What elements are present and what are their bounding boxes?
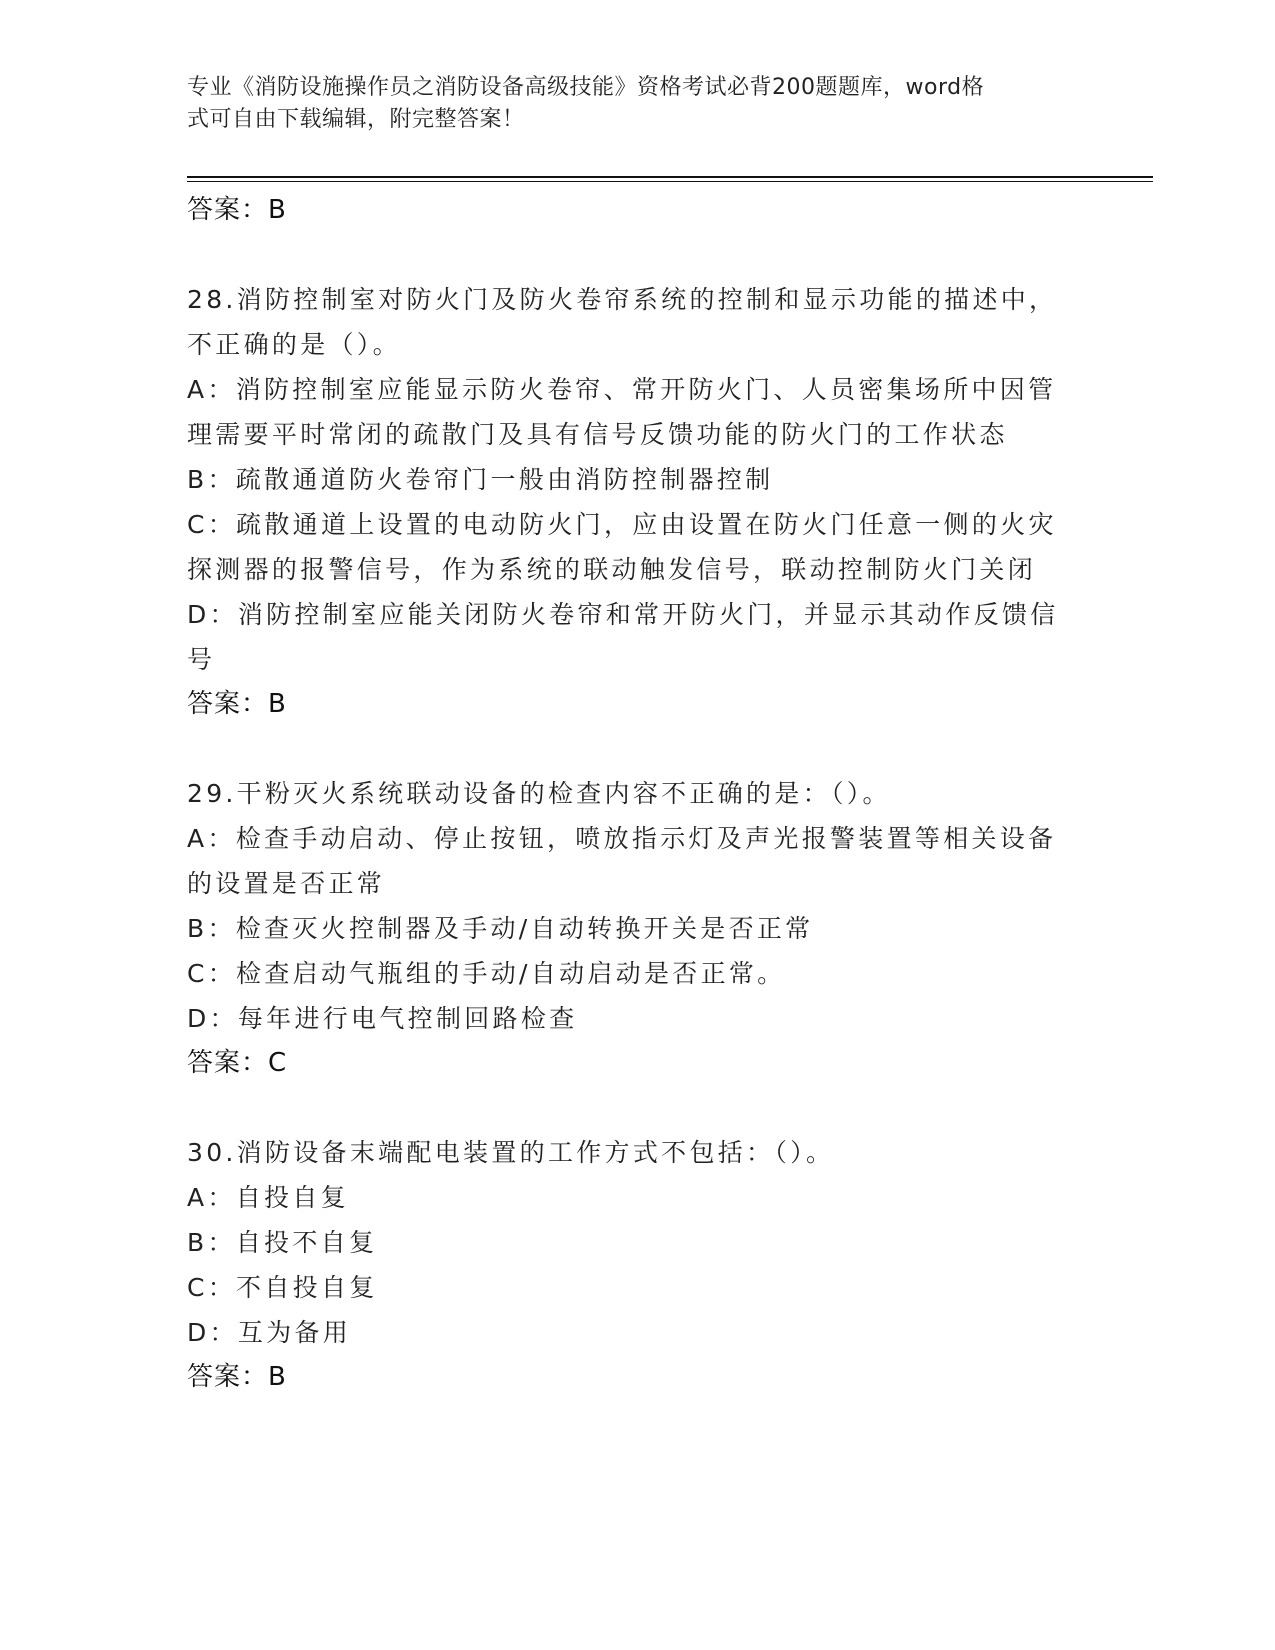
option-line: B：检查灭火控制器及手动/自动转换开关是否正常 bbox=[187, 914, 814, 943]
option-line: A：自投自复 bbox=[187, 1183, 349, 1212]
option-line: C：不自投自复 bbox=[187, 1273, 378, 1302]
option-line: 探测器的报警信号，作为系统的联动触发信号，联动控制防火门关闭 bbox=[187, 555, 1037, 584]
previous-answer: 答案：B bbox=[187, 195, 287, 225]
option-line: C：疏散通道上设置的电动防火门，应由设置在防火门任意一侧的火灾 bbox=[187, 510, 1057, 539]
question-28 bbox=[187, 277, 1087, 726]
document-header bbox=[187, 72, 1067, 136]
document-body bbox=[187, 188, 1087, 1399]
question-line: 29.干粉灭火系统联动设备的检查内容不正确的是：（）。 bbox=[187, 779, 891, 808]
question-line: 不正确的是（）。 bbox=[187, 330, 401, 359]
question-30 bbox=[187, 1130, 1087, 1399]
question-line: 30.消防设备末端配电装置的工作方式不包括：（）。 bbox=[187, 1138, 835, 1167]
header-rule-thin bbox=[187, 181, 1153, 182]
option-line: 的设置是否正常 bbox=[187, 869, 386, 898]
answer: 答案：B bbox=[187, 1362, 287, 1392]
option-line: D：消防控制室应能关闭防火卷帘和常开防火门，并显示其动作反馈信 bbox=[187, 600, 1059, 629]
option-line: 号 bbox=[187, 645, 216, 674]
option-line: D：互为备用 bbox=[187, 1318, 352, 1347]
spacer bbox=[187, 726, 1087, 771]
option-line: A：消防控制室应能显示防火卷帘、常开防火门、人员密集场所中因管 bbox=[187, 375, 1057, 404]
spacer bbox=[187, 232, 1087, 277]
answer: 答案：C bbox=[187, 1048, 288, 1078]
header-line-1: 专业《消防设施操作员之消防设备高级技能》资格考试必背200题题库，word格 bbox=[187, 75, 985, 100]
header-rule-thick bbox=[187, 176, 1153, 178]
answer: 答案：B bbox=[187, 689, 287, 719]
question-line: 28.消防控制室对防火门及防火卷帘系统的控制和显示功能的描述中， bbox=[187, 285, 1058, 314]
option-line: D：每年进行电气控制回路检查 bbox=[187, 1004, 578, 1033]
option-line: A：检查手动启动、停止按钮，喷放指示灯及声光报警装置等相关设备 bbox=[187, 824, 1057, 853]
option-line: B：自投不自复 bbox=[187, 1228, 378, 1257]
option-line: 理需要平时常闭的疏散门及具有信号反馈功能的防火门的工作状态 bbox=[187, 420, 1008, 449]
question-29 bbox=[187, 771, 1087, 1085]
option-line: C：检查启动气瓶组的手动/自动启动是否正常。 bbox=[187, 959, 786, 988]
header-line-2: 式可自由下载编辑，附完整答案！ bbox=[187, 107, 525, 132]
option-line: B：疏散通道防火卷帘门一般由消防控制器控制 bbox=[187, 465, 774, 494]
spacer bbox=[187, 1085, 1087, 1130]
